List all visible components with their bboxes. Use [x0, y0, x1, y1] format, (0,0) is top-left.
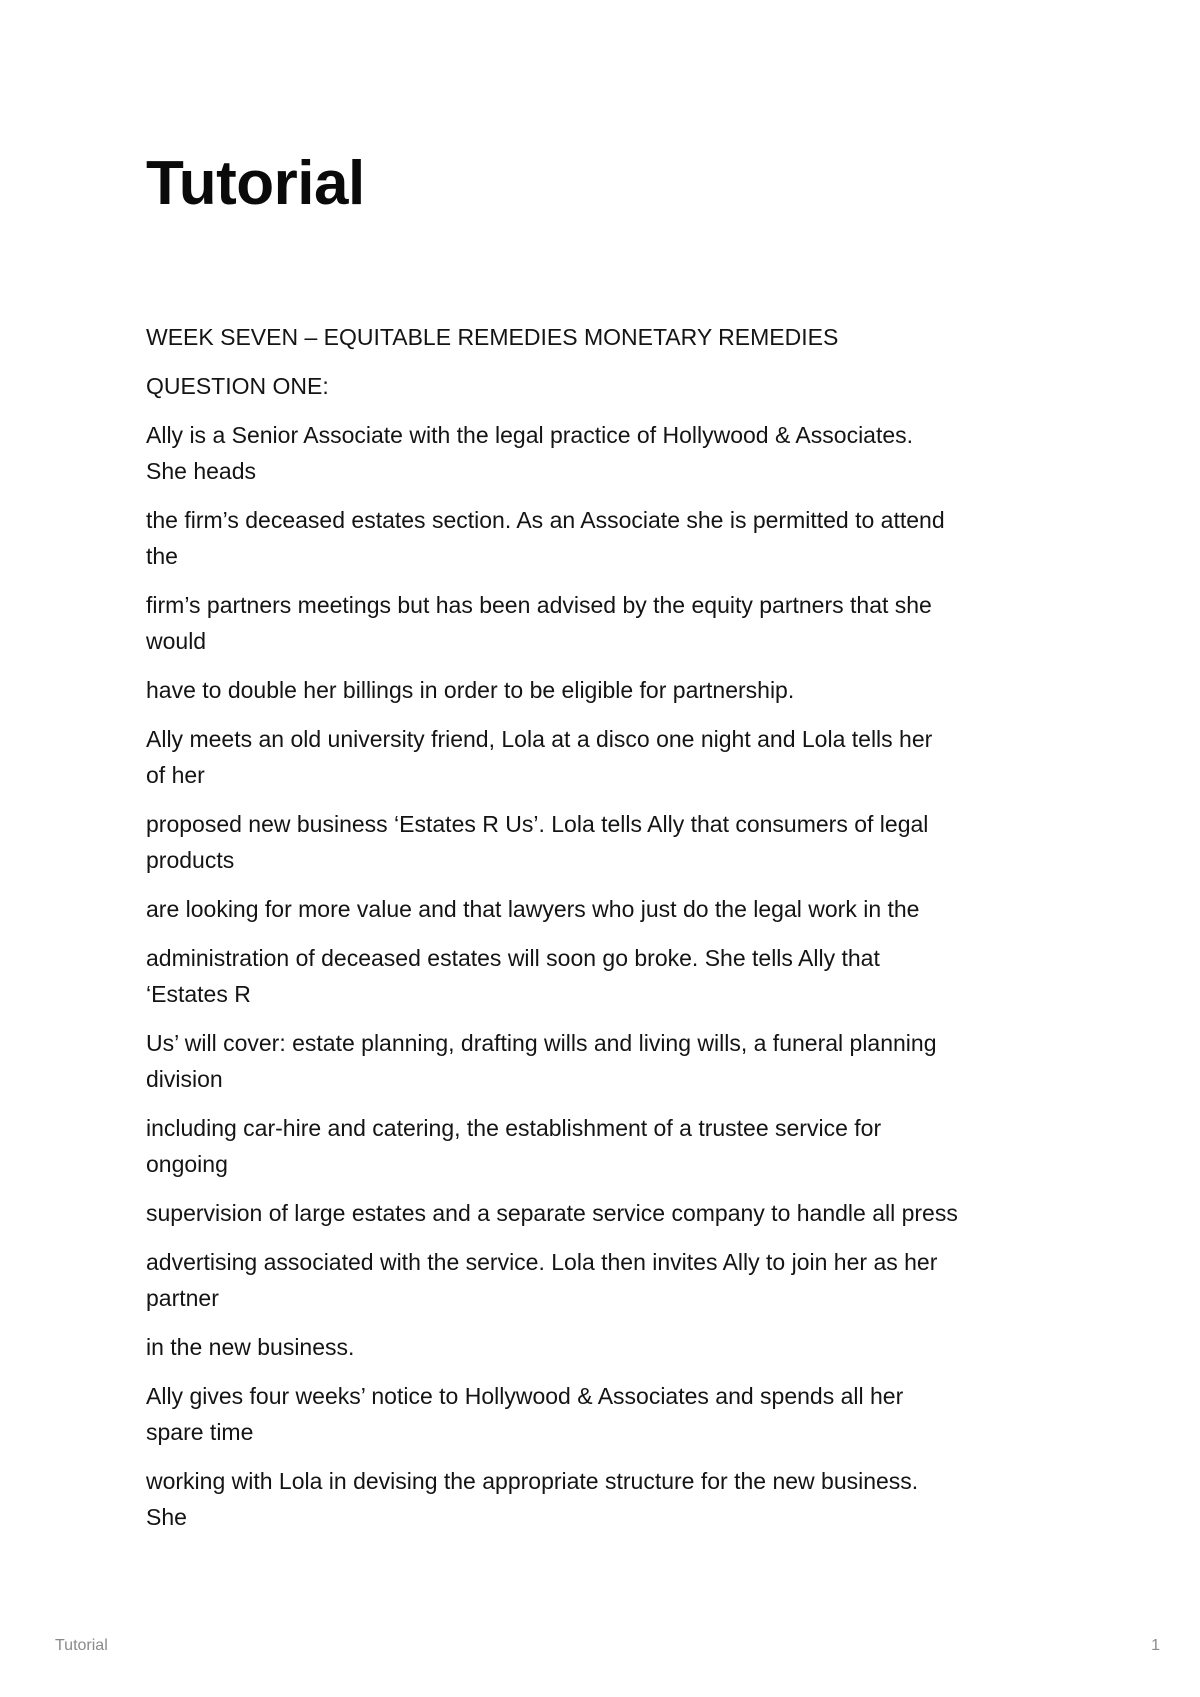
paragraph [146, 891, 1076, 927]
text-line: in the new business. [146, 1334, 355, 1360]
text-line: division [146, 1066, 223, 1092]
text-line: advertising associated with the service. Lola then invites Ally to join her as her [146, 1249, 938, 1275]
text-line: including car-hire and catering, the establishment of a trustee service for [146, 1115, 882, 1141]
text-line: spare time [146, 1419, 254, 1445]
paragraph [146, 1195, 1076, 1231]
text-line: Ally gives four weeks’ notice to Hollywood & Associates and spends all her [146, 1383, 904, 1409]
paragraph [146, 1110, 1076, 1182]
paragraph [146, 806, 1076, 878]
text-line: She [146, 1504, 187, 1530]
page-number: 1 [1151, 1637, 1160, 1654]
paragraph [146, 1329, 1076, 1365]
page-title: Tutorial [146, 149, 365, 218]
paragraph [146, 417, 1076, 489]
paragraph [146, 672, 1076, 708]
text-line: WEEK SEVEN – EQUITABLE REMEDIES MONETARY REMEDIES [146, 324, 839, 350]
text-line: She heads [146, 458, 256, 484]
text-line: ‘Estates R [146, 981, 251, 1007]
paragraph [146, 587, 1076, 659]
text-line: Us’ will cover: estate planning, drafting wills and living wills, a funeral planning [146, 1030, 937, 1056]
text-line: partner [146, 1285, 219, 1311]
text-line: are looking for more value and that lawyers who just do the legal work in the [146, 896, 920, 922]
text-line: supervision of large estates and a separate service company to handle all press [146, 1200, 958, 1226]
text-line: Ally meets an old university friend, Lola at a disco one night and Lola tells her [146, 726, 933, 752]
text-line: working with Lola in devising the appropriate structure for the new business. [146, 1468, 919, 1494]
text-line: firm’s partners meetings but has been advised by the equity partners that she [146, 592, 932, 618]
paragraph [146, 721, 1076, 793]
text-line: proposed new business ‘Estates R Us’. Lola tells Ally that consumers of legal [146, 811, 929, 837]
text-line: administration of deceased estates will soon go broke. She tells Ally that [146, 945, 880, 971]
text-line: ongoing [146, 1151, 228, 1177]
text-line: would [146, 628, 207, 654]
text-line: have to double her billings in order to be eligible for partnership. [146, 677, 795, 703]
text-line: products [146, 847, 235, 873]
paragraph [146, 1244, 1076, 1316]
text-line: Ally is a Senior Associate with the legal practice of Hollywood & Associates. [146, 422, 914, 448]
footer-title: Tutorial [55, 1637, 108, 1654]
paragraph [146, 1378, 1076, 1450]
text-line: the [146, 543, 178, 569]
text-line: of her [146, 762, 205, 788]
paragraph [146, 940, 1076, 1012]
text-line: QUESTION ONE: [146, 373, 329, 399]
paragraph [146, 319, 1076, 355]
document-body [146, 319, 1076, 1548]
paragraph [146, 502, 1076, 574]
paragraph [146, 1025, 1076, 1097]
text-line: the firm’s deceased estates section. As an Associate she is permitted to attend [146, 507, 945, 533]
paragraph [146, 368, 1076, 404]
paragraph [146, 1463, 1076, 1535]
